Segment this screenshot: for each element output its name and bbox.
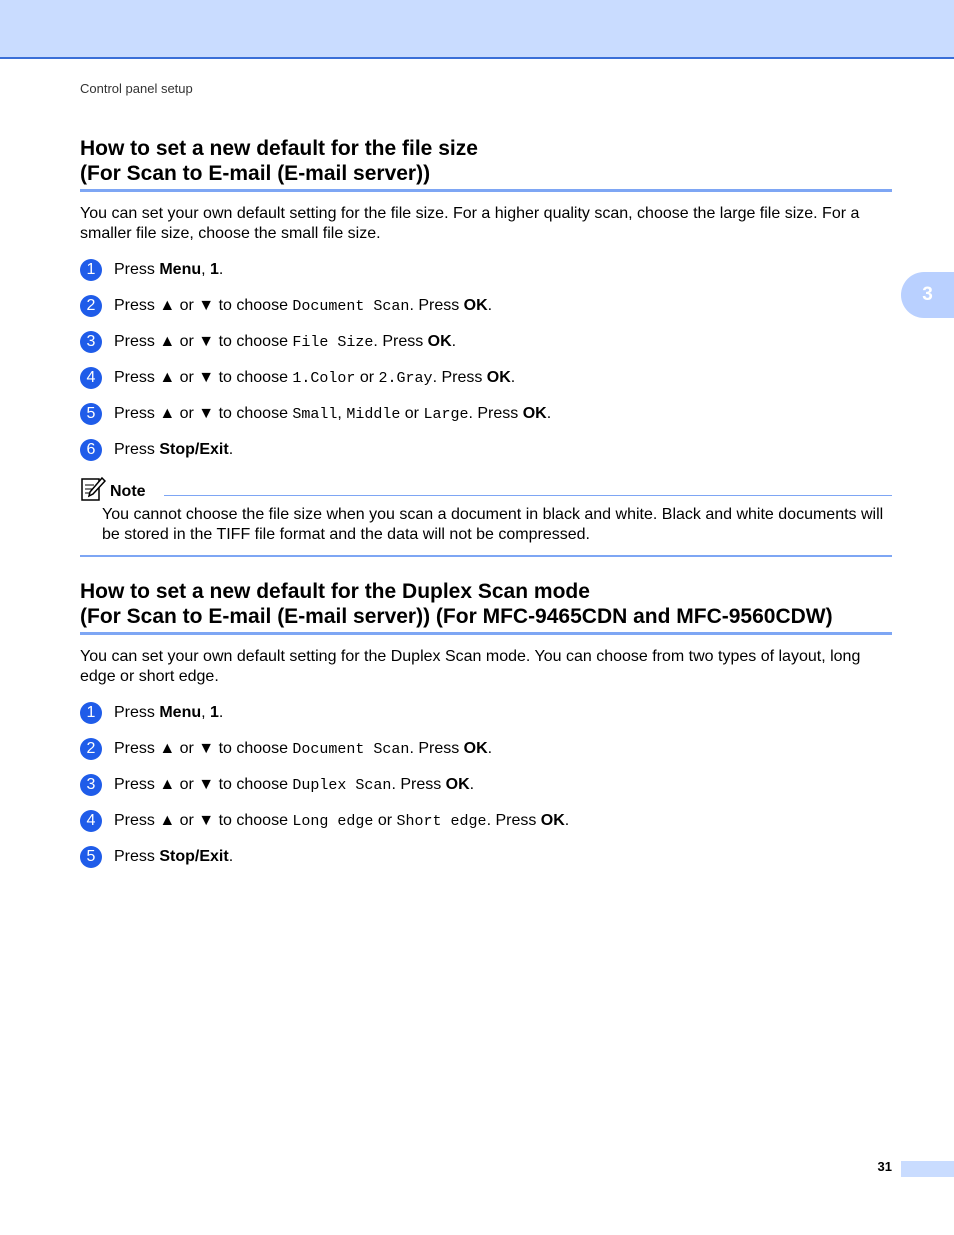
chapter-tab: 3 (901, 272, 954, 318)
step-text: Press Stop/Exit. (114, 848, 234, 865)
step-text: Press Menu, 1. (114, 704, 224, 721)
step-number: 4 (80, 810, 102, 832)
section-intro: You can set your own default setting for the Duplex Scan mode. You can choose from two types of layout, long edge or short edge. (80, 648, 861, 685)
note-box (80, 474, 892, 557)
step-text: Press ▲ or ▼ to choose Small, Middle or Large. Press OK. (114, 405, 552, 423)
step-list (80, 258, 892, 474)
step-item (80, 845, 892, 881)
section-title-line2: (For Scan to E-mail (E-mail server)) (For MFC-9465CDN and MFC-9560CDW) (80, 605, 833, 628)
step-number: 5 (80, 403, 102, 425)
page-number: 31 (877, 1159, 892, 1174)
section-title-line1: How to set a new default for the file size (80, 137, 478, 160)
step-number: 3 (80, 774, 102, 796)
step-text: Press Menu, 1. (114, 261, 224, 278)
step-number: 1 (80, 702, 102, 724)
step-text: Press ▲ or ▼ to choose 1.Color or 2.Gray. Press OK. (114, 369, 516, 387)
step-number: 2 (80, 295, 102, 317)
step-number: 2 (80, 738, 102, 760)
step-item (80, 701, 892, 737)
step-text: Press ▲ or ▼ to choose Document Scan. Press OK. (114, 297, 493, 315)
note-title: Note (110, 483, 146, 500)
footer-band (901, 1161, 954, 1177)
running-header: Control panel setup (80, 81, 193, 96)
step-number: 5 (80, 846, 102, 868)
step-number: 6 (80, 439, 102, 461)
step-item (80, 258, 892, 294)
section-title (80, 579, 892, 635)
step-list (80, 701, 892, 881)
step-item (80, 330, 892, 366)
step-item (80, 294, 892, 330)
section-title-line2: (For Scan to E-mail (E-mail server)) (80, 162, 431, 185)
step-text: Press ▲ or ▼ to choose Long edge or Short edge. Press OK. (114, 812, 570, 830)
step-item (80, 366, 892, 402)
note-divider (164, 495, 892, 496)
note-body: You cannot choose the file size when you scan a document in black and white. Black and white documents will be stored in the TIFF file format and the data will not be compressed. (80, 505, 892, 557)
section-file-size (80, 136, 892, 557)
section-title (80, 136, 892, 192)
step-number: 3 (80, 331, 102, 353)
top-header-band (0, 0, 954, 59)
step-item (80, 809, 892, 845)
step-number: 1 (80, 259, 102, 281)
step-text: Press ▲ or ▼ to choose File Size. Press OK. (114, 333, 457, 351)
section-intro: You can set your own default setting for the file size. For a higher quality scan, choose the large file size. For a smaller file size, choose the small file size. (80, 205, 860, 242)
step-text: Press ▲ or ▼ to choose Document Scan. Press OK. (114, 740, 493, 758)
step-item (80, 438, 892, 474)
note-pencil-icon (80, 476, 106, 502)
step-item (80, 737, 892, 773)
section-title-line1: How to set a new default for the Duplex Scan mode (80, 580, 590, 603)
section-duplex-scan (80, 579, 892, 881)
step-number: 4 (80, 367, 102, 389)
step-item (80, 773, 892, 809)
step-text: Press ▲ or ▼ to choose Duplex Scan. Press OK. (114, 776, 475, 794)
step-text: Press Stop/Exit. (114, 441, 234, 458)
step-item (80, 402, 892, 438)
